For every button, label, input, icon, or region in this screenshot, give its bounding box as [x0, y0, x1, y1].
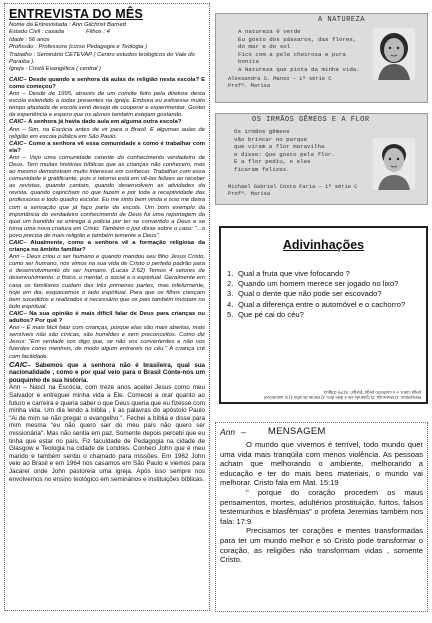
speaker-tag: CAIC	[9, 240, 24, 246]
answer	[9, 127, 205, 141]
nature-text	[238, 28, 368, 74]
poem-line: A natureza é verde	[238, 28, 301, 35]
question	[9, 141, 205, 155]
question-text: – A senhora já havia dado aula em alguma outra escola?	[23, 119, 182, 126]
twins-text	[234, 128, 374, 174]
nature-signature	[228, 76, 368, 90]
question	[9, 311, 205, 325]
riddle-number: 2.	[227, 279, 234, 289]
answer-text: – É mais fácil falar com crianças, porque elas são mais abertas, mais sensíveis não são cínicas, são humildes e sem preconceitos. Como diz Jesus: "Em verdade vos digo que, se não vos converterdes e não vos fizerdes como meninos, de modo algum entrareis no céu." A criança crê com facilidade.	[9, 325, 205, 360]
answer	[9, 254, 205, 311]
interview-column	[4, 3, 210, 611]
answer-text: – Sim, na Escócia antes de vir para o Brasil. E algumas aulas de religião em escola pública em São Paulo.	[9, 126, 205, 140]
speaker-tag: Ann	[9, 154, 20, 161]
info-age: Idade : 56 anos	[9, 36, 50, 43]
speaker-tag: Ann	[9, 91, 20, 98]
poem-line: A Natureza que pinta da minha vida.	[238, 65, 360, 73]
riddle-item	[227, 279, 422, 289]
interviewee-info	[9, 22, 205, 74]
poem-line: e disse: Que gosto pela flor.	[234, 150, 335, 158]
question-text: – Sabemos que a senhora não é brasileira, qual sua nacionalidade , como e por qual veio para o Brasil Conte-nos um pouquinho de sua história.	[9, 361, 205, 384]
poem-line: do mar e do sol	[238, 43, 291, 51]
twins-signature	[228, 184, 368, 198]
riddle-number: 1.	[227, 269, 234, 278]
interview-qa	[9, 77, 205, 483]
riddle-number: 4.	[227, 299, 234, 309]
riddle-text: Quando um homem merece ser jogado no lixo?	[238, 279, 399, 289]
message-paragraph: Precisamos ter corações e mentes transformadas para ter um mundo melhor e só Cristo pode transformar o coração, as religiões não transformam vidas , somente Cristo.	[220, 526, 423, 565]
info-church: Igreja : Cristã Evangélica ( central )	[9, 66, 101, 73]
poem-line: Fico com a pele cheirosa e pura bonita	[238, 50, 346, 66]
speaker-tag: CAIC	[9, 76, 24, 83]
message-author: Ann	[220, 426, 236, 437]
speaker-tag: CAIC	[9, 140, 24, 147]
answer-text: – Deus criou o ser humano e quando mandou seu filho Jesus Cristo, como ser humano, nós vimos na sua vida de Cristo o perfeito padrão para o desenvolvimento do ser humano. (Lucas 2:52) Temos 4 setores de desenvolvimento: o físico, o mental, o social e o espiritual. Geralmente em casa os familiares cuidam das três primeiras partes, mas infelizmente, hoje em dia, esquecemos o lado espiritual. Para que os filhos cresçam bem sucedidos e realizados é necessário que os pais também invistam no lado espiritual.	[9, 254, 205, 310]
message-box	[215, 422, 428, 612]
answer	[9, 155, 205, 240]
answer	[9, 91, 205, 119]
signature-line: Profª. Marisa	[228, 82, 271, 89]
signature-line: Profª. Marisa	[228, 190, 271, 197]
riddle-item	[227, 289, 422, 299]
student-photo	[373, 138, 415, 190]
riddle-answers	[264, 390, 422, 401]
speaker-tag: CAIC	[9, 359, 28, 369]
info-children: Filhos : 4	[86, 29, 110, 36]
question-text: – Desde quando a senhora dá aulas de religião nesta escola? E como começou?	[9, 76, 205, 90]
nature-panel	[215, 13, 428, 103]
riddles-list	[227, 269, 422, 320]
speaker-tag: Ann	[9, 254, 20, 261]
question	[9, 77, 205, 91]
question	[9, 361, 205, 385]
answer-text: – Nasci na Escócia, com treze anos aceitei Jesus como meu Salvador e entreguei minha vida a Ele. Comecei a orar quanto ao futuro e carreira e queria saber o que Deus queria que eu fizesse com minha vida. Um dia lendo a bíblia , li as palavras do apóstolo Paulo "Ai de mim se não pregar o evangelho ". Fechei a bíblia e disse para mim mesma "eu não quero sair do meu país não quero ser missionária". Mas não sentia em paz. Somente depois percebi que eu tinha que estar no país. Fiz faculdade de Pedagogia na cidade de Glasgow e Teologia na cidade de Londres. Conheci John que é meu marido e também sentiu o chamado para missões. Em 1962 John veio ao Brasil e em 1964 nos casamos em São Paulo e viemos para Jacareí onde John pastoreia uma igreja. Após isso sempre nos envolvemos no ensino teológico em seminários e instituições bíblicas.	[9, 384, 205, 483]
message-body	[220, 440, 423, 565]
question-text: – Atualmente, como a senhora vê a formação religiosa da criança no âmbito familiar?	[9, 240, 205, 254]
riddle-text: Qual o dente que não pode ser escovado?	[238, 289, 382, 299]
answer	[9, 384, 205, 483]
riddles-title: Adivinhações	[282, 238, 365, 252]
info-row	[9, 29, 205, 36]
nature-title: A NATUREZA	[318, 16, 366, 24]
question	[9, 240, 205, 254]
twins-title: OS IRMÃOS GÊMEOS E A FLOR	[252, 116, 370, 124]
speaker-tag: CAIC	[9, 119, 24, 126]
riddle-answers-text: Respostas: 1) Maracujá. 2) Quando ele é dele dun. 3) Dente de alho 4) O automóvel pega carro, e o cachorro pega "purga". 5) Pé d'água.	[264, 390, 421, 400]
riddle-item	[227, 269, 422, 279]
message-paragraph: " porque do coração procedem os maus pensamentos, mortes, adultérios prostituição, furtos, falsos testemunhos e blasfêmias" o profeta Jeremias também nos fala: 17:9	[220, 487, 423, 526]
poem-line: que viram a flor maravilha	[234, 143, 325, 151]
question	[9, 119, 205, 126]
question-text: – Na sua opinião é mais difícil falar de Deus para crianças ou adultos? Por quê ?	[9, 310, 205, 325]
answer-text: – Vejo uma comunidade carente do conhecimento verdadeiro de Deus. Tem muitas histórias bíblicas que as crianças não conhecem, mas ao mesmo demonstram muito interesse em conhecer. Trabalhar com essa comunidade é gratificante, pois o retorno está em vê-las felizes ao receber as revistas, quando cantam, quando desenvolvem as atividades da revista, quando capricham no que fazem e por toda a receptividade das professoras e todo quadro escolar. Eu me sinto bem vinda e isso me deixa com a sensação que já faço parte da escola. Um bom exemplo da importância do verdadeiro conhecimento de Deus foi uma reportagem da qual um bandido se entrega à polícia por ter se convertido a Deus e se torna uma nova criatura em Cristo. Também o juiz disse sobre o caso: "...o povo precisa de mais religião e também temente a Deus".	[9, 154, 205, 239]
student-photo	[373, 28, 415, 80]
message-dash: –	[241, 426, 246, 437]
message-header	[220, 426, 423, 437]
riddle-item	[227, 300, 422, 310]
riddle-text: Que pé cai do céu?	[238, 309, 304, 319]
info-work: Trabalho : Seminário CETEVAP ( Centro estudos teológicos do Vale do Paraíba ).	[9, 51, 195, 66]
info-profession: Profissão : Professora (curso Pedagogia e Teologia )	[9, 44, 147, 51]
info-name: Nome da Entrevistada : Ann Gilchrist Barnett	[9, 22, 126, 28]
riddle-number: 5.	[227, 309, 234, 319]
poem-line: Os irmãos gêmeos	[234, 128, 290, 135]
poem-line: vão brincar no parque	[234, 135, 308, 143]
signature-line: Michael Gabriel Costa Faria – 1ª série C	[228, 184, 358, 190]
riddle-number: 3.	[227, 289, 234, 299]
riddle-text: Qual a diferença entre o automóvel e o cachorro?	[238, 299, 406, 309]
speaker-tag: Ann	[9, 126, 20, 133]
poem-line: Eu gosto dos pássaros, das flores,	[238, 35, 357, 43]
answer-text: – Desde de 1995, através de um convite feito pela diretora desta escola estendido a todas presentes na igreja. Embora eu estivesse muito tempo afastada de escola senti desejo de cooperar e experimentar. Gostei da experiência e espero que os alunos também estejam gostando.	[9, 91, 205, 119]
info-civil: Estado Civil : casada	[9, 29, 65, 36]
poem-line: ficaram felizes.	[234, 165, 290, 173]
question-text: – Como a senhora vê essa comunidade e como é trabalhar com ela?	[9, 140, 205, 154]
speaker-tag: Ann	[9, 384, 21, 392]
answer	[9, 325, 205, 360]
signature-line: Alessandra S. Manso – 1ª série C	[228, 76, 332, 82]
interview-title: ENTREVISTA DO MÊS	[9, 7, 143, 21]
message-title: MENSAGEM	[267, 426, 326, 437]
speaker-tag: CAIC	[9, 310, 24, 317]
riddles-box	[219, 226, 428, 404]
riddle-text: Qual a fruta que vive fofocando ?	[238, 269, 350, 278]
speaker-tag: Ann	[9, 325, 20, 332]
poem-line: E a flor pediu, e eles	[234, 158, 311, 166]
message-paragraph: O mundo que vivemos é terrível, todo mundo quer uma vida mais tranqüila com menos violência. As pessoas acham que melhorando o ambiente, melhorando a educação e ter do mais bens materiais, o mundo vai melhorar. Cristo fala em Mat. 15:19	[220, 440, 423, 488]
riddle-item	[227, 310, 422, 320]
twins-panel	[215, 113, 428, 205]
